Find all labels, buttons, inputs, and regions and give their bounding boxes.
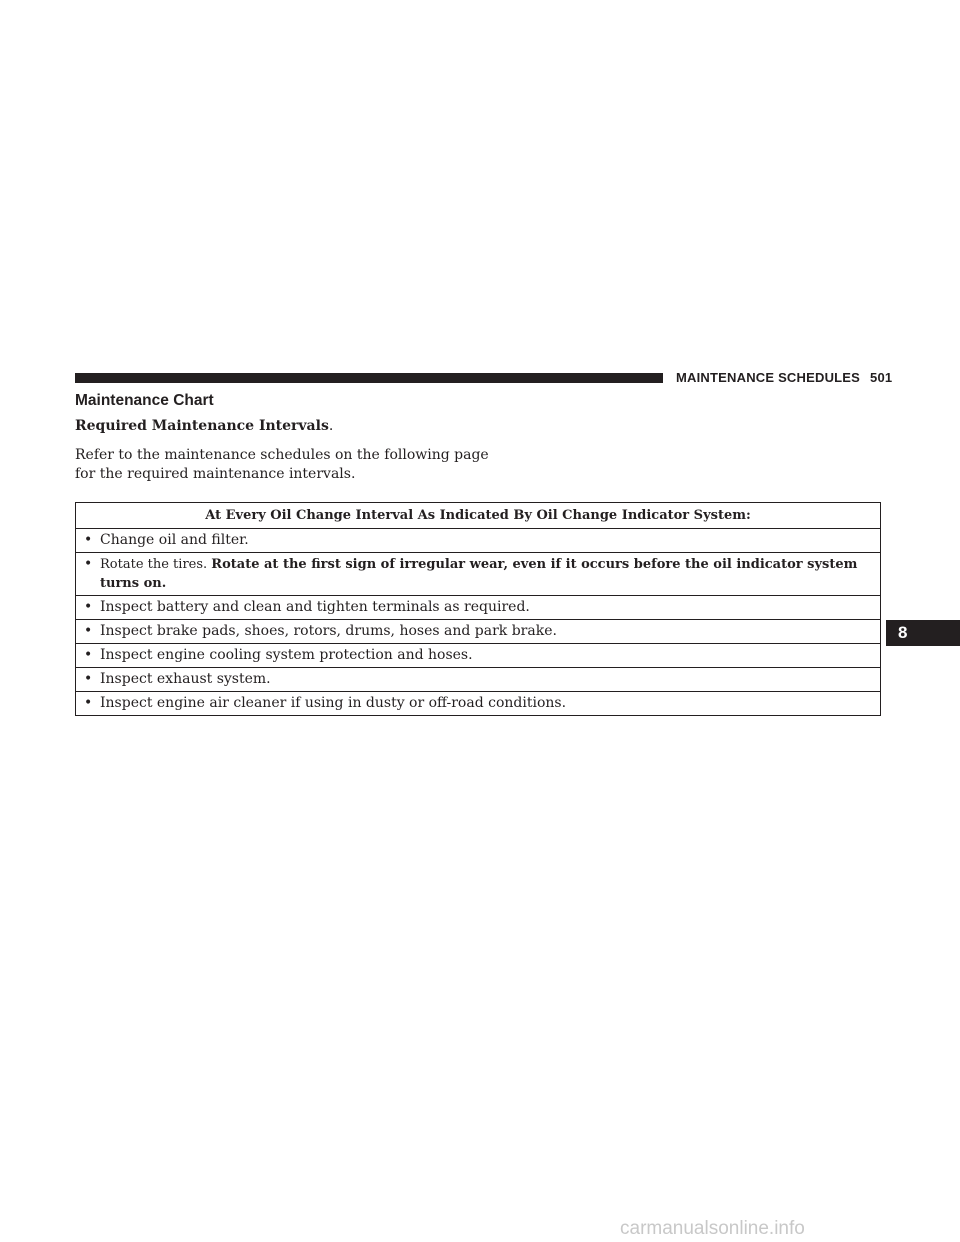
intro-text: Refer to the maintenance schedules on the following page for the required maintenance intervals. — [75, 447, 489, 482]
intro-bold-label: Required Maintenance Intervals — [75, 418, 329, 434]
maintenance-table — [75, 502, 881, 716]
section-title: Maintenance Chart — [75, 392, 214, 409]
table-row — [76, 692, 881, 716]
bullet-icon: • — [84, 532, 93, 548]
table-header: At Every Oil Change Interval As Indicated By Oil Change Indicator System: — [76, 503, 881, 529]
bullet-icon: • — [84, 695, 93, 711]
chapter-tab: 8 — [886, 620, 960, 646]
bullet-icon: • — [84, 671, 93, 687]
row-text: Inspect engine cooling system protection and hoses. — [100, 647, 473, 663]
table-header-row — [76, 503, 881, 529]
row-text: Inspect battery and clean and tighten terminals as required. — [100, 599, 530, 615]
row-text: Inspect brake pads, shoes, rotors, drums, hoses and park brake. — [100, 623, 557, 639]
table-cell — [76, 668, 881, 692]
table-row — [76, 596, 881, 620]
row-text-rotate — [100, 555, 870, 593]
running-header — [676, 370, 892, 385]
bullet-icon: • — [84, 647, 93, 663]
row-text: Inspect exhaust system. — [100, 671, 271, 687]
table-cell — [76, 529, 881, 553]
row-text: Change oil and filter. — [100, 532, 249, 548]
row-text: Rotate the tires. — [100, 557, 212, 572]
page-number: 501 — [870, 370, 893, 385]
table-row — [76, 644, 881, 668]
bullet-icon: • — [84, 556, 93, 572]
header-rule — [75, 373, 663, 383]
header-title: MAINTENANCE SCHEDULES — [676, 370, 861, 385]
bullet-icon: • — [84, 599, 93, 615]
table-row — [76, 529, 881, 553]
row-text: Inspect engine air cleaner if using in dusty or off-road conditions. — [100, 695, 567, 711]
table-cell — [76, 553, 881, 596]
table-cell — [76, 620, 881, 644]
table-row — [76, 620, 881, 644]
table-row — [76, 553, 881, 596]
row-bold-text: Rotate at the first sign of irregular wear, even if it occurs before the oil indicator system turns on. — [100, 557, 858, 591]
table-cell — [76, 644, 881, 668]
table-cell — [76, 596, 881, 620]
bullet-icon: • — [84, 623, 93, 639]
table-row — [76, 668, 881, 692]
intro-label — [75, 418, 333, 434]
table-cell — [76, 692, 881, 716]
watermark[interactable]: carmanualsonline.info — [620, 1218, 805, 1239]
intro-bold-suffix: . — [328, 418, 334, 434]
